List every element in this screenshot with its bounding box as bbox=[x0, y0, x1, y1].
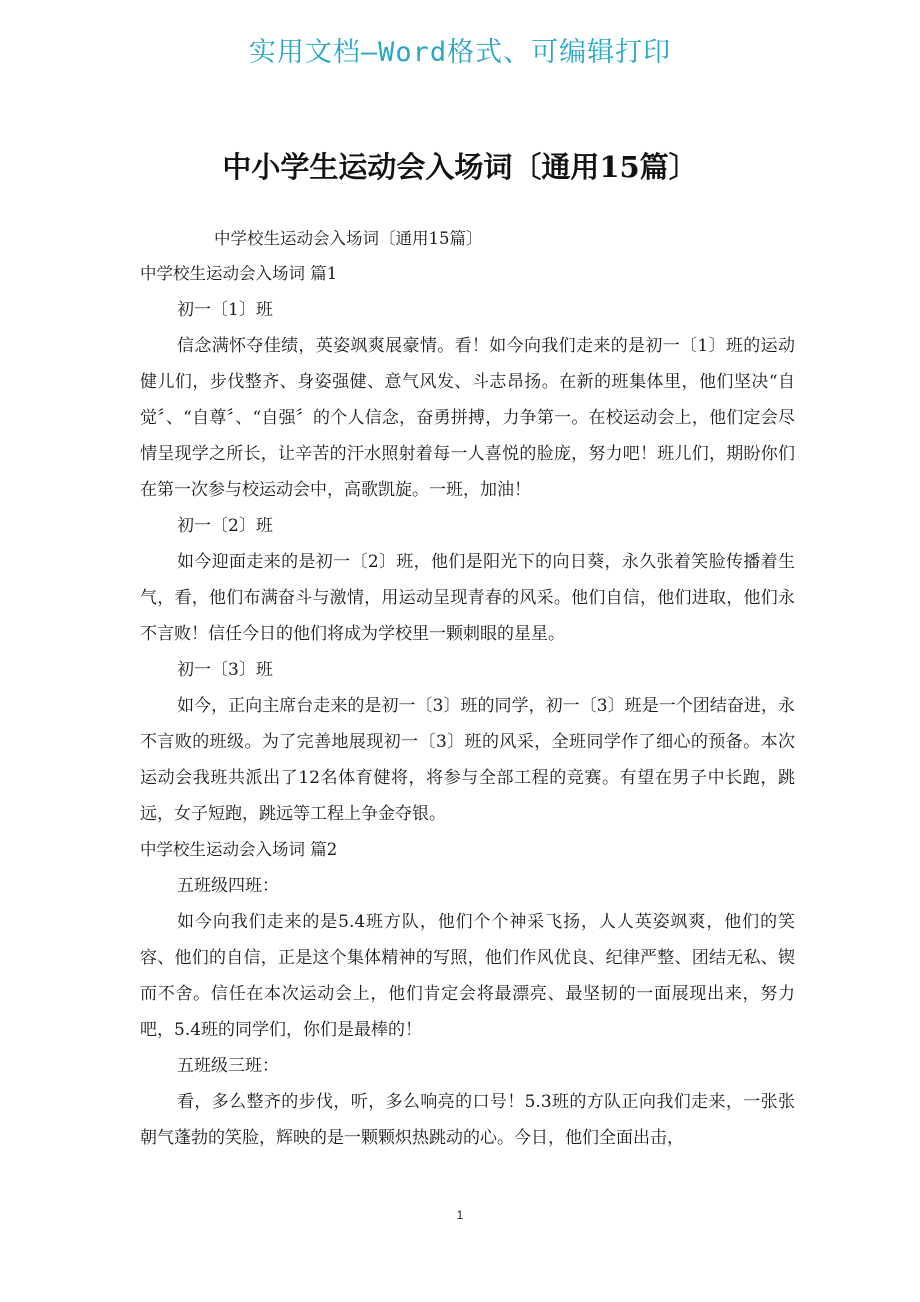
header-banner: 实用文档—Word格式、可编辑打印 bbox=[248, 37, 672, 68]
class-label: 初一〔2〕班 bbox=[177, 516, 273, 536]
paragraph: 如今，正向主席台走来的是初一〔3〕班的同学，初一〔3〕班是一个团结奋进，永不言败的班级。为了完善地展现初一〔3〕班的风采，全班同学作了细心的预备。本次运动会我班共派出了12名体育健将，将参与全部工程的竞赛。有望在男子中长跑，跳远，女子短跑，跳远等工程上争金夺银。 bbox=[140, 696, 795, 824]
paragraph: 看，多么整齐的步伐，听，多么响亮的口号！5.3班的方队正向我们走来，一张张朝气蓬勃的笑脸，辉映的是一颗颗炽热跳动的心。今日，他们全面出击， bbox=[140, 1092, 795, 1148]
class-label: 五班级四班： bbox=[177, 876, 279, 896]
section-heading: 中学校生运动会入场词 篇2 bbox=[140, 840, 338, 859]
class-label: 初一〔3〕班 bbox=[177, 660, 273, 680]
document-body bbox=[140, 222, 795, 1156]
class-label: 五班级三班： bbox=[177, 1056, 279, 1076]
document-subtitle: 中学校生运动会入场词〔通用15篇〕 bbox=[214, 229, 483, 248]
document-title: 中小学生运动会入场词〔通用15篇〕 bbox=[222, 150, 698, 184]
paragraph: 如今向我们走来的是5.4班方队，他们个个神采飞扬，人人英姿飒爽，他们的笑容、他们的自信，正是这个集体精神的写照，他们作风优良、纪律严整、团结无私、锲而不舍。信任在本次运动会上，他们肯定会将最漂亮、最坚韧的一面展现出来，努力吧，5.4班的同学们，你们是最棒的！ bbox=[140, 912, 795, 1040]
paragraph: 信念满怀夺佳绩，英姿飒爽展豪情。看！如今向我们走来的是初一〔1〕班的运动健儿们，步伐整齐、身姿强健、意气风发、斗志昂扬。在新的班集体里，他们坚决“自觉〞、“自尊〞、“自强〞的个人信念，奋勇拼搏，力争第一。在校运动会上，他们定会尽情呈现学之所长，让辛苦的汗水照射着每一人喜悦的脸庞，努力吧！班儿们，期盼你们在第一次参与校运动会中，高歌凯旋。一班，加油！ bbox=[140, 336, 795, 500]
paragraph: 如今迎面走来的是初一〔2〕班，他们是阳光下的向日葵，永久张着笑脸传播着生气，看，他们布满奋斗与激情，用运动呈现青春的风采。他们自信，他们进取，他们永不言败！信任今日的他们将成为学校里一颗刺眼的星星。 bbox=[140, 552, 795, 644]
page-number: 1 bbox=[456, 1208, 464, 1222]
section-heading: 中学校生运动会入场词 篇1 bbox=[140, 264, 338, 283]
class-label: 初一〔1〕班 bbox=[177, 300, 273, 320]
